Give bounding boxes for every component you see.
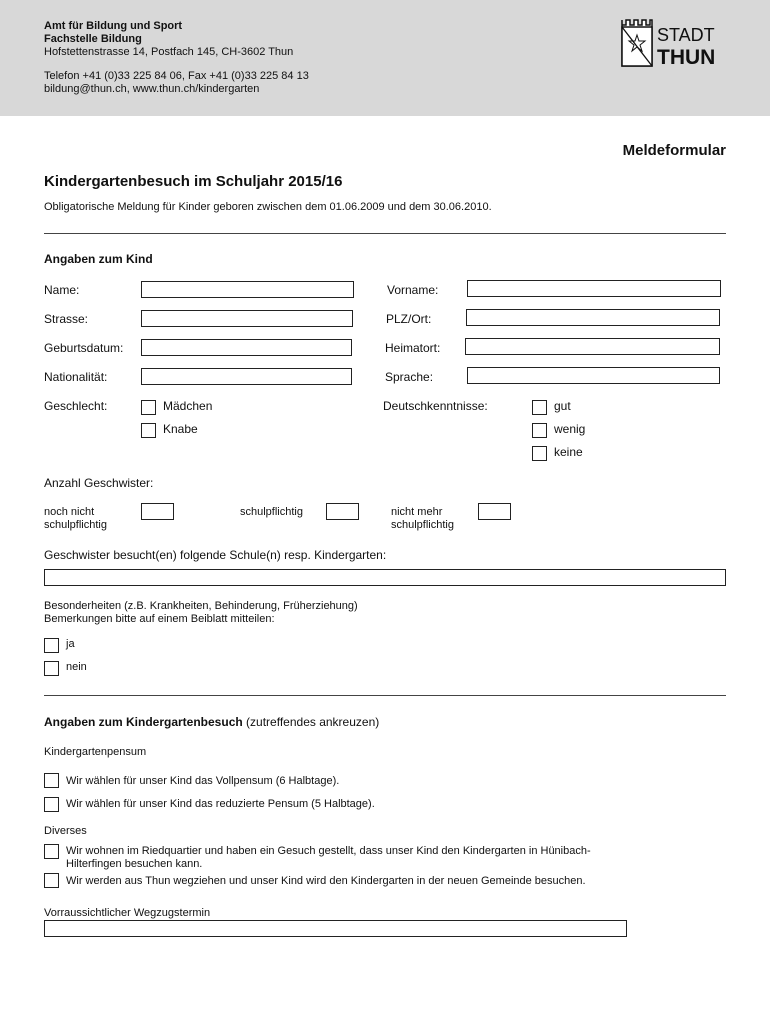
label-besonderheiten: Besonderheiten (z.B. Krankheiten, Behinderung, Früherziehung) [44, 600, 358, 612]
label-nationalitaet: Nationalität: [44, 370, 108, 384]
label-name: Name: [44, 283, 80, 297]
label-wegzugstermin: Vorraussichtlicher Wegzugstermin [44, 907, 211, 919]
maedchen-checkbox[interactable] [141, 400, 156, 415]
knabe-checkbox[interactable] [141, 423, 156, 438]
strasse-field[interactable] [141, 310, 353, 327]
section-kg-heading [44, 715, 379, 729]
address: Hofstettenstrasse 14, Postfach 145, CH-3602 Thun [44, 46, 294, 58]
keine-checkbox[interactable] [532, 446, 547, 461]
page-title: Kindergartenbesuch im Schuljahr 2015/16 [44, 173, 343, 190]
label-vollpensum: Wir wählen für unser Kind das Vollpensum (6 Halbtage). [66, 775, 340, 787]
label-nicht-mehr: nicht mehr [391, 506, 443, 518]
label-geschwister-schule: Geschwister besucht(en) folgende Schule(n) resp. Kindergarten: [44, 548, 387, 562]
label-geschlecht: Geschlecht: [44, 399, 108, 413]
label-riedquartier: Wir wohnen im Riedquartier und haben ein Gesuch gestellt, dass unser Kind den Kindergarten in Hünibach- [66, 845, 591, 857]
geschwister-schule-field[interactable] [44, 569, 726, 586]
label-knabe: Knabe [163, 422, 198, 436]
label-gut: gut [554, 399, 571, 413]
logo-stadt: STADT [657, 25, 715, 45]
form-type: Meldeformular [622, 142, 726, 159]
noch-nicht-schulpflichtig-field[interactable] [141, 503, 174, 520]
sprache-field[interactable] [467, 367, 720, 384]
subtitle: Obligatorische Meldung für Kinder geboren zwischen dem 01.06.2009 und dem 30.06.2010. [44, 201, 492, 213]
label-keine: keine [554, 445, 583, 459]
plz-ort-field[interactable] [466, 309, 720, 326]
office-name: Amt für Bildung und Sport [44, 20, 183, 32]
divider [44, 695, 726, 696]
geburtsdatum-field[interactable] [141, 339, 352, 356]
label-schulpflichtig: schulpflichtig [240, 506, 303, 518]
label-nein: nein [66, 661, 87, 673]
label-geburtsdatum: Geburtsdatum: [44, 341, 124, 355]
label-wenig: wenig [554, 422, 586, 436]
stadt-thun-logo [620, 18, 726, 68]
label-wegzug: Wir werden aus Thun wegziehen und unser Kind wird den Kindergarten in der neuen Gemeinde besuchen. [66, 875, 586, 887]
label-deutschkenntnisse: Deutschkenntnisse: [383, 399, 488, 413]
vollpensum-checkbox[interactable] [44, 773, 59, 788]
wenig-checkbox[interactable] [532, 423, 547, 438]
name-field[interactable] [141, 281, 354, 298]
label-anzahl-geschwister: Anzahl Geschwister: [44, 476, 154, 490]
label-sprache: Sprache: [385, 370, 434, 384]
vorname-field[interactable] [467, 280, 721, 297]
wegzugstermin-field[interactable] [44, 920, 627, 937]
nicht-mehr-schulpflichtig-field[interactable] [478, 503, 511, 520]
label-reduziert: Wir wählen für unser Kind das reduzierte Pensum (5 Halbtage). [66, 798, 375, 810]
gut-checkbox[interactable] [532, 400, 547, 415]
label-plz-ort: PLZ/Ort: [386, 312, 432, 326]
label-riedquartier-2: Hilterfingen besuchen kann. [66, 858, 203, 870]
label-noch-nicht-schulpflichtig: schulpflichtig [44, 519, 107, 531]
schulpflichtig-field[interactable] [326, 503, 359, 520]
ja-checkbox[interactable] [44, 638, 59, 653]
label-kindergartenpensum: Kindergartenpensum [44, 746, 147, 758]
section-child-heading: Angaben zum Kind [44, 252, 153, 266]
reduziert-checkbox[interactable] [44, 797, 59, 812]
nationalitaet-field[interactable] [141, 368, 352, 385]
label-noch-nicht: noch nicht [44, 506, 95, 518]
label-diverses: Diverses [44, 825, 87, 837]
email-web: bildung@thun.ch, www.thun.ch/kindergarten [44, 83, 260, 95]
riedquartier-checkbox[interactable] [44, 844, 59, 859]
label-vorname: Vorname: [387, 283, 439, 297]
label-strasse: Strasse: [44, 312, 89, 326]
label-maedchen: Mädchen [163, 399, 213, 413]
phone-fax: Telefon +41 (0)33 225 84 06, Fax +41 (0)33 225 84 13 [44, 70, 309, 82]
divider [44, 233, 726, 234]
coat-of-arms-icon [620, 18, 726, 68]
heimatort-field[interactable] [465, 338, 720, 355]
logo-thun: THUN [657, 46, 716, 68]
section-kg-title: Angaben zum Kindergartenbesuch [44, 715, 243, 729]
wegzug-checkbox[interactable] [44, 873, 59, 888]
label-nicht-mehr-schulpflichtig: schulpflichtig [391, 519, 454, 531]
section-kg-note: (zutreffendes ankreuzen) [246, 715, 380, 729]
department-name: Fachstelle Bildung [44, 33, 142, 45]
nein-checkbox[interactable] [44, 661, 59, 676]
label-ja: ja [66, 638, 75, 650]
label-heimatort: Heimatort: [385, 341, 441, 355]
label-bemerkungen: Bemerkungen bitte auf einem Beiblatt mitteilen: [44, 613, 275, 625]
